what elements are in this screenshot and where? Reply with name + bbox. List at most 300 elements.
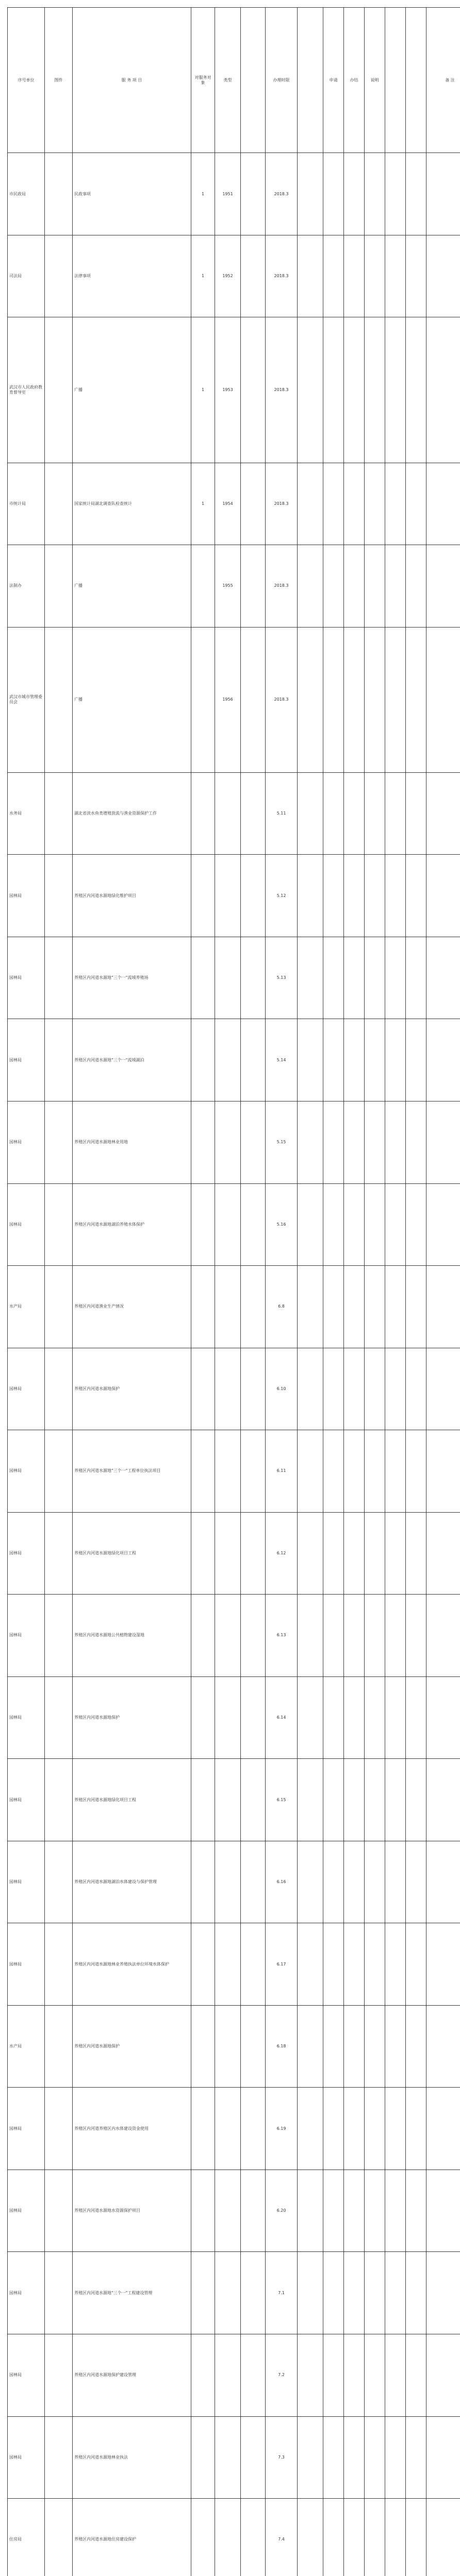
- cell: 1951: [215, 153, 241, 235]
- cell: [215, 2088, 241, 2170]
- cell: [191, 1266, 215, 1348]
- cell: [426, 153, 460, 235]
- cell: [406, 772, 426, 855]
- cell: [241, 855, 266, 937]
- cell: [426, 937, 460, 1019]
- cell: [298, 855, 323, 937]
- cell: [385, 937, 406, 1019]
- cell: [191, 937, 215, 1019]
- cell: [406, 463, 426, 545]
- cell: [426, 1101, 460, 1184]
- cell: [191, 2088, 215, 2170]
- cell: [298, 2499, 323, 2576]
- header-sub-0: [298, 8, 323, 153]
- cell: [215, 1512, 241, 1595]
- cell: 园林局: [8, 2416, 45, 2499]
- cell: 园林局: [8, 2170, 45, 2252]
- cell: [241, 1183, 266, 1266]
- cell: 6.14: [266, 1676, 298, 1759]
- cell: [45, 235, 73, 317]
- table-row: [8, 937, 460, 1019]
- header-type: 类型: [215, 8, 241, 153]
- cell: [45, 317, 73, 463]
- cell: [406, 153, 426, 235]
- cell: [298, 2170, 323, 2252]
- cell: [45, 1183, 73, 1266]
- cell: [344, 235, 365, 317]
- cell: [241, 1430, 266, 1513]
- cell: [344, 317, 365, 463]
- cell: [385, 855, 406, 937]
- cell: [365, 2088, 385, 2170]
- cell: [241, 1019, 266, 1101]
- cell: [191, 2334, 215, 2416]
- cell: [215, 1266, 241, 1348]
- cell: [241, 1266, 266, 1348]
- cell: [298, 1759, 323, 1841]
- table-row: [8, 627, 460, 772]
- cell: [45, 2005, 73, 2088]
- cell: [385, 1923, 406, 2006]
- cell: 国家统计局湖北调查队检查统计: [73, 463, 191, 545]
- cell: 养殖区内河道水源地湖泊养殖水体保护: [73, 1183, 191, 1266]
- cell: [365, 627, 385, 772]
- cell: 养殖区内河道渔业生产情况: [73, 1266, 191, 1348]
- cell: [385, 1101, 406, 1184]
- cell: 养殖区内河道水源地林业养殖执法单位环境水体保护: [73, 1923, 191, 2006]
- cell: [344, 1348, 365, 1430]
- cell: [426, 2499, 460, 2576]
- cell: 养殖区内河道水源地住房建设保护: [73, 2499, 191, 2576]
- cell: [45, 1019, 73, 1101]
- cell: [426, 1019, 460, 1101]
- cell: [215, 2170, 241, 2252]
- cell: [215, 2005, 241, 2088]
- cell: [215, 1676, 241, 1759]
- cell: 广播: [73, 545, 191, 628]
- cell: [406, 2252, 426, 2334]
- cell: [406, 1430, 426, 1513]
- cell: 2018.3: [266, 463, 298, 545]
- cell: [406, 2088, 426, 2170]
- cell: [426, 545, 460, 628]
- header-sub-3: 说明: [365, 8, 385, 153]
- cell: [45, 2170, 73, 2252]
- cell: 5.14: [266, 1019, 298, 1101]
- cell: [323, 855, 344, 937]
- cell: [406, 1266, 426, 1348]
- cell: 6.20: [266, 2170, 298, 2252]
- cell: 2018.3: [266, 545, 298, 628]
- cell: [406, 317, 426, 463]
- cell: [241, 1512, 266, 1595]
- cell: [323, 1183, 344, 1266]
- cell: 法制办: [8, 545, 45, 628]
- cell: 6.10: [266, 1348, 298, 1430]
- header-remarks: 备 注: [426, 8, 460, 153]
- cell: [385, 317, 406, 463]
- cell: [215, 1923, 241, 2006]
- cell: [385, 2499, 406, 2576]
- cell: [45, 2334, 73, 2416]
- cell: [215, 1595, 241, 1677]
- cell: [344, 1841, 365, 1923]
- cell: [45, 772, 73, 855]
- cell: [385, 1512, 406, 1595]
- cell: [298, 463, 323, 545]
- cell: [323, 772, 344, 855]
- cell: [323, 2416, 344, 2499]
- cell: 市统计局: [8, 463, 45, 545]
- cell: [406, 937, 426, 1019]
- cell: [344, 2499, 365, 2576]
- cell: [365, 1512, 385, 1595]
- cell: [426, 1759, 460, 1841]
- cell: [385, 1266, 406, 1348]
- cell: [365, 1183, 385, 1266]
- cell: [385, 1183, 406, 1266]
- cell: [385, 1759, 406, 1841]
- cell: [385, 2170, 406, 2252]
- cell: [406, 1595, 426, 1677]
- cell: [406, 2005, 426, 2088]
- table-row: [8, 2499, 460, 2576]
- cell: [426, 235, 460, 317]
- cell: [426, 2088, 460, 2170]
- cell: [298, 2252, 323, 2334]
- cell: [365, 2334, 385, 2416]
- cell: [323, 1759, 344, 1841]
- cell: 6.15: [266, 1759, 298, 1841]
- header-category: 对服务对象: [191, 8, 215, 153]
- cell: [426, 1430, 460, 1513]
- table-row: [8, 153, 460, 235]
- cell: [241, 1348, 266, 1430]
- cell: [323, 153, 344, 235]
- cell: [406, 1348, 426, 1430]
- cell: [406, 2416, 426, 2499]
- cell: [215, 2252, 241, 2334]
- cell: [298, 772, 323, 855]
- cell: [241, 545, 266, 628]
- cell: [298, 937, 323, 1019]
- cell: [215, 1183, 241, 1266]
- cell: [406, 1923, 426, 2006]
- table-row: [8, 855, 460, 937]
- cell: [323, 1348, 344, 1430]
- cell: [365, 545, 385, 628]
- cell: [344, 1019, 365, 1101]
- cell: 养殖区内河道水源地"三个一"流域养殖场: [73, 937, 191, 1019]
- cell: 水务局: [8, 772, 45, 855]
- cell: [45, 1348, 73, 1430]
- cell: [365, 1101, 385, 1184]
- cell: [406, 2334, 426, 2416]
- cell: [406, 545, 426, 628]
- cell: 1: [191, 153, 215, 235]
- cell: [323, 317, 344, 463]
- cell: [426, 1923, 460, 2006]
- cell: [191, 1512, 215, 1595]
- table-row: [8, 2252, 460, 2334]
- cell: [344, 2088, 365, 2170]
- cell: [323, 627, 344, 772]
- header-b: 图件: [45, 8, 73, 153]
- cell: [191, 2170, 215, 2252]
- cell: 5.15: [266, 1101, 298, 1184]
- cell: [298, 2088, 323, 2170]
- cell: [45, 1266, 73, 1348]
- cell: [385, 1430, 406, 1513]
- cell: [365, 235, 385, 317]
- cell: [45, 545, 73, 628]
- cell: [385, 2005, 406, 2088]
- cell: 武汉市城市管理委员会: [8, 627, 45, 772]
- cell: [385, 1595, 406, 1677]
- cell: [365, 1430, 385, 1513]
- cell: [215, 1101, 241, 1184]
- header-blank-a: [241, 8, 266, 153]
- cell: [191, 1348, 215, 1430]
- header-sub-2: 办结: [344, 8, 365, 153]
- cell: [385, 1676, 406, 1759]
- table-row: [8, 1759, 460, 1841]
- cell: [426, 317, 460, 463]
- cell: 1: [191, 317, 215, 463]
- cell: [323, 235, 344, 317]
- cell: 2018.3: [266, 317, 298, 463]
- cell: [241, 1595, 266, 1677]
- cell: 1: [191, 463, 215, 545]
- cell: [191, 1183, 215, 1266]
- cell: [241, 2088, 266, 2170]
- header-row: [8, 8, 460, 153]
- cell: 1954: [215, 463, 241, 545]
- cell: [215, 855, 241, 937]
- cell: [385, 2334, 406, 2416]
- cell: [45, 1430, 73, 1513]
- cell: [298, 1512, 323, 1595]
- cell: [365, 153, 385, 235]
- cell: [298, 1348, 323, 1430]
- cell: [45, 2252, 73, 2334]
- cell: [191, 2005, 215, 2088]
- cell: [406, 1512, 426, 1595]
- cell: [406, 1759, 426, 1841]
- cell: [406, 855, 426, 937]
- cell: 5.11: [266, 772, 298, 855]
- cell: [323, 1101, 344, 1184]
- cell: [365, 937, 385, 1019]
- cell: [45, 1101, 73, 1184]
- cell: [426, 855, 460, 937]
- cell: [426, 1676, 460, 1759]
- cell: 水产局: [8, 2005, 45, 2088]
- cell: [45, 855, 73, 937]
- cell: [426, 2416, 460, 2499]
- cell: [426, 1348, 460, 1430]
- cell: 养殖区内河道水源地绿化项目工程: [73, 1759, 191, 1841]
- cell: [323, 1019, 344, 1101]
- cell: [298, 545, 323, 628]
- cell: 2018.3: [266, 627, 298, 772]
- cell: [298, 317, 323, 463]
- cell: [365, 1759, 385, 1841]
- cell: 养殖区内河道水源地湖泊水体建设与保护管理: [73, 1841, 191, 1923]
- cell: [191, 2416, 215, 2499]
- cell: [298, 1676, 323, 1759]
- cell: [406, 235, 426, 317]
- cell: [241, 2416, 266, 2499]
- cell: [344, 1759, 365, 1841]
- cell: 广播: [73, 627, 191, 772]
- cell: [45, 2416, 73, 2499]
- cell: [365, 772, 385, 855]
- cell: [426, 1512, 460, 1595]
- table-row: [8, 2088, 460, 2170]
- cell: 1955: [215, 545, 241, 628]
- cell: [385, 2416, 406, 2499]
- cell: 园林局: [8, 1512, 45, 1595]
- cell: [241, 1676, 266, 1759]
- cell: [45, 2499, 73, 2576]
- cell: [365, 1923, 385, 2006]
- cell: [385, 627, 406, 772]
- cell: 6.11: [266, 1430, 298, 1513]
- cell: [191, 2252, 215, 2334]
- cell: [191, 1019, 215, 1101]
- cell: [365, 855, 385, 937]
- cell: [323, 2252, 344, 2334]
- cell: 园林局: [8, 1183, 45, 1266]
- cell: [298, 153, 323, 235]
- cell: [323, 2005, 344, 2088]
- cell: 园林局: [8, 937, 45, 1019]
- cell: [385, 1019, 406, 1101]
- cell: [323, 937, 344, 1019]
- cell: [298, 1595, 323, 1677]
- cell: [191, 1430, 215, 1513]
- table-row: [8, 235, 460, 317]
- cell: 园林局: [8, 1019, 45, 1101]
- cell: [323, 463, 344, 545]
- cell: [298, 627, 323, 772]
- cell: 养殖区内河道水源地"三个一"工程单位执法项目: [73, 1430, 191, 1513]
- cell: 园林局: [8, 2252, 45, 2334]
- cell: [365, 1266, 385, 1348]
- cell: [406, 2170, 426, 2252]
- cell: [191, 1923, 215, 2006]
- cell: [365, 463, 385, 545]
- cell: 湖北省淡水鱼类增殖放流与渔业资源保护工作: [73, 772, 191, 855]
- cell: [191, 2499, 215, 2576]
- cell: [426, 2334, 460, 2416]
- cell: [241, 772, 266, 855]
- table-row: [8, 2170, 460, 2252]
- cell: 2018.3: [266, 153, 298, 235]
- cell: [215, 1348, 241, 1430]
- table-row: [8, 1841, 460, 1923]
- cell: [344, 1430, 365, 1513]
- cell: [241, 463, 266, 545]
- cell: [365, 2416, 385, 2499]
- table-row: [8, 2005, 460, 2088]
- cell: [45, 1759, 73, 1841]
- cell: [344, 153, 365, 235]
- cell: [426, 1595, 460, 1677]
- cell: 住房局: [8, 2499, 45, 2576]
- cell: [426, 463, 460, 545]
- cell: 1953: [215, 317, 241, 463]
- table-row: [8, 2416, 460, 2499]
- cell: [241, 627, 266, 772]
- cell: 民政事项: [73, 153, 191, 235]
- cell: 广播: [73, 317, 191, 463]
- cell: 6.12: [266, 1512, 298, 1595]
- cell: 法律事项: [73, 235, 191, 317]
- cell: [344, 1266, 365, 1348]
- cell: 园林局: [8, 1759, 45, 1841]
- cell: 养殖区内河道水源地绿化维护项目: [73, 855, 191, 937]
- cell: 6.16: [266, 1841, 298, 1923]
- cell: [344, 937, 365, 1019]
- cell: 养殖区内河道水源地"三个一"流域湖泊: [73, 1019, 191, 1101]
- cell: [344, 1183, 365, 1266]
- cell: [323, 2088, 344, 2170]
- cell: [215, 2416, 241, 2499]
- cell: [191, 545, 215, 628]
- cell: [241, 235, 266, 317]
- cell: [406, 1183, 426, 1266]
- cell: [385, 2252, 406, 2334]
- cell: [323, 1676, 344, 1759]
- cell: [241, 2499, 266, 2576]
- cell: [191, 1841, 215, 1923]
- cell: [385, 1348, 406, 1430]
- table-row: [8, 463, 460, 545]
- cell: 6.17: [266, 1923, 298, 2006]
- table-row: [8, 1595, 460, 1677]
- cell: 2018.3: [266, 235, 298, 317]
- cell: [344, 463, 365, 545]
- schedule-table: [7, 7, 460, 2576]
- cell: 养殖区内河道水源地水资源保护项目: [73, 2170, 191, 2252]
- cell: 1952: [215, 235, 241, 317]
- header-serial: 序号单位: [8, 8, 45, 153]
- cell: [298, 1101, 323, 1184]
- cell: [191, 1101, 215, 1184]
- cell: 7.1: [266, 2252, 298, 2334]
- cell: [406, 1841, 426, 1923]
- header-item: 服 务 项 目: [73, 8, 191, 153]
- cell: 市民政局: [8, 153, 45, 235]
- cell: 司法局: [8, 235, 45, 317]
- cell: [344, 1101, 365, 1184]
- cell: [45, 1923, 73, 2006]
- header-blank-b: [385, 8, 406, 153]
- cell: [385, 2088, 406, 2170]
- cell: 养殖区内河道水源地保护: [73, 1348, 191, 1430]
- cell: 5.12: [266, 855, 298, 937]
- cell: [215, 1430, 241, 1513]
- cell: [45, 627, 73, 772]
- cell: 养殖区内河道水源地"三个一"工程建设管理: [73, 2252, 191, 2334]
- cell: [241, 2170, 266, 2252]
- cell: [344, 1923, 365, 2006]
- cell: [45, 1595, 73, 1677]
- cell: 园林局: [8, 1348, 45, 1430]
- cell: [215, 1759, 241, 1841]
